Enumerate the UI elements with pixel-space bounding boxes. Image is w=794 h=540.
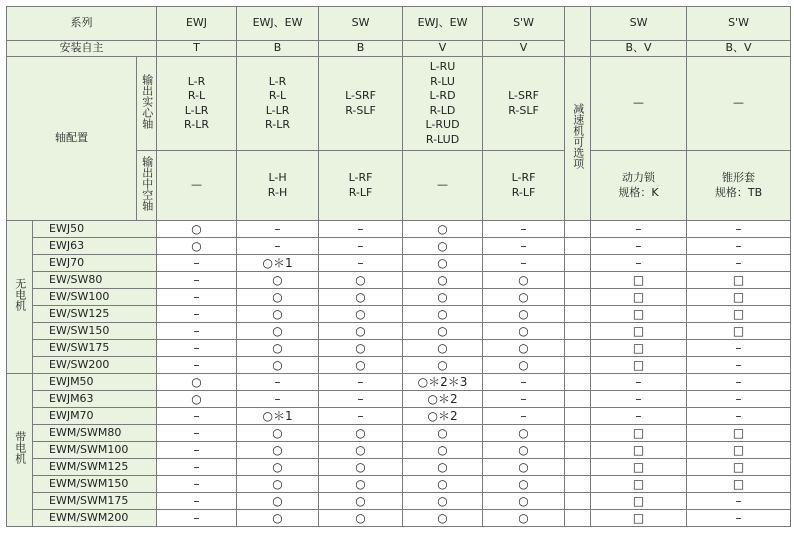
availability-cell: □ <box>591 493 687 510</box>
spacer-cell <box>565 306 591 323</box>
group-label-cell <box>7 221 33 374</box>
table-row <box>7 459 791 476</box>
hollow-shaft-col-2-line: L-RF <box>348 171 373 184</box>
hollow-shaft-col-3 <box>403 151 483 221</box>
install-col-3: V <box>403 41 483 57</box>
availability-cell: ○ <box>237 459 319 476</box>
availability-cell: – <box>483 408 565 425</box>
availability-cell: – <box>687 255 791 272</box>
model-name: EWJM50 <box>33 374 157 391</box>
model-name: EWJM63 <box>33 391 157 408</box>
availability-cell: – <box>591 408 687 425</box>
model-name: EW/SW100 <box>33 289 157 306</box>
model-name: EWJ50 <box>33 221 157 238</box>
availability-cell: – <box>319 408 403 425</box>
availability-cell: – <box>687 408 791 425</box>
reducer-option-cell <box>565 57 591 221</box>
availability-cell: □ <box>687 442 791 459</box>
solid-shaft-col-4-line: L-SRF <box>508 89 539 102</box>
group-label: 无电机 <box>13 278 27 312</box>
availability-cell: ○ <box>403 238 483 255</box>
hollow-shaft-col-5 <box>591 151 687 221</box>
availability-cell: – <box>483 391 565 408</box>
availability-cell: ○ <box>403 340 483 357</box>
availability-cell: ○ <box>319 340 403 357</box>
solid-shaft-col-3-line: L-RU <box>429 60 456 73</box>
spacer-cell <box>565 340 591 357</box>
availability-cell: – <box>157 459 237 476</box>
hollow-shaft-col-5-line: 动力锁 <box>622 171 656 184</box>
availability-cell: □ <box>591 442 687 459</box>
availability-cell: ○ <box>483 493 565 510</box>
table-row <box>7 340 791 357</box>
series-col-1: EWJ、EW <box>237 7 319 41</box>
install-col-4: V <box>483 41 565 57</box>
availability-cell: ○ <box>237 357 319 374</box>
solid-shaft-col-3-line: R-LD <box>429 103 456 117</box>
model-name: EWM/SWM200 <box>33 510 157 527</box>
availability-cell: ○ <box>157 391 237 408</box>
availability-cell: ○＊1 <box>237 255 319 272</box>
availability-cell: – <box>157 289 237 306</box>
availability-cell: □ <box>687 289 791 306</box>
install-col-5: B、V <box>591 41 687 57</box>
table-row <box>7 272 791 289</box>
solid-shaft-label: 输出实心轴 <box>140 73 154 129</box>
group-label: 带电机 <box>13 431 27 465</box>
model-name: EW/SW150 <box>33 323 157 340</box>
hollow-shaft-col-1 <box>237 151 319 221</box>
solid-shaft-col-0-line: L-R <box>187 74 206 88</box>
solid-shaft-col-5-line: — <box>633 96 645 110</box>
availability-cell: ○＊2 <box>403 408 483 425</box>
hollow-shaft-col-6 <box>687 151 791 221</box>
spacer-cell <box>565 272 591 289</box>
install-label: 安装自主 <box>7 41 157 57</box>
spec-table-container <box>6 6 790 536</box>
availability-cell: ○ <box>483 272 565 289</box>
availability-cell: – <box>591 374 687 391</box>
availability-cell: ○ <box>237 340 319 357</box>
availability-cell: – <box>319 238 403 255</box>
availability-cell: – <box>687 238 791 255</box>
solid-shaft-col-1-line: L-R <box>268 74 287 88</box>
availability-cell: – <box>591 391 687 408</box>
hollow-shaft-col-4-line: L-RF <box>511 171 536 184</box>
hollow-shaft-col-1-line: L-H <box>268 171 287 184</box>
availability-cell: □ <box>591 289 687 306</box>
availability-cell: – <box>157 323 237 340</box>
series-col-0: EWJ <box>157 7 237 41</box>
hollow-shaft-col-0 <box>157 151 237 221</box>
spacer-cell <box>565 323 591 340</box>
table-row <box>7 374 791 391</box>
hollow-shaft-col-3-line: — <box>437 178 449 192</box>
availability-cell: ○ <box>483 459 565 476</box>
table-row <box>7 476 791 493</box>
model-name: EWM/SWM150 <box>33 476 157 493</box>
availability-cell: ○ <box>237 442 319 459</box>
table-row <box>7 425 791 442</box>
model-name: EW/SW80 <box>33 272 157 289</box>
model-name: EW/SW175 <box>33 340 157 357</box>
availability-cell: □ <box>591 272 687 289</box>
availability-cell: – <box>687 374 791 391</box>
table-row <box>7 306 791 323</box>
reducer-spec-table <box>6 6 791 527</box>
availability-cell: ○ <box>319 510 403 527</box>
series-col-3: EWJ、EW <box>403 7 483 41</box>
series-label: 系列 <box>7 7 157 41</box>
install-col-1: B <box>237 41 319 57</box>
availability-cell: ○ <box>483 306 565 323</box>
hollow-shaft-col-6-line: 锥形套 <box>722 171 756 184</box>
model-name: EW/SW125 <box>33 306 157 323</box>
availability-cell: – <box>319 255 403 272</box>
table-row <box>7 221 791 238</box>
solid-shaft-col-2-line: L-SRF <box>345 89 376 102</box>
availability-cell: ○ <box>237 289 319 306</box>
availability-cell: ○ <box>403 255 483 272</box>
table-row <box>7 238 791 255</box>
table-row <box>7 510 791 527</box>
spacer-cell <box>565 493 591 510</box>
solid-shaft-col-1-line: L-LR <box>265 103 290 117</box>
hollow-shaft-col-2-line: R-LF <box>348 185 373 199</box>
table-row <box>7 357 791 374</box>
availability-cell: – <box>483 374 565 391</box>
availability-cell: ○ <box>157 374 237 391</box>
availability-cell: – <box>687 221 791 238</box>
availability-cell: ○ <box>403 442 483 459</box>
availability-cell: ○ <box>403 459 483 476</box>
availability-cell: ○ <box>403 289 483 306</box>
availability-cell: ○ <box>403 476 483 493</box>
availability-cell: □ <box>687 459 791 476</box>
availability-cell: – <box>687 391 791 408</box>
availability-cell: □ <box>687 272 791 289</box>
model-name: EWJM70 <box>33 408 157 425</box>
availability-cell: ○ <box>483 510 565 527</box>
hollow-shaft-col-0-line: — <box>191 178 203 192</box>
availability-cell: – <box>157 357 237 374</box>
availability-cell: – <box>237 221 319 238</box>
availability-cell: – <box>157 255 237 272</box>
model-name: EWM/SWM175 <box>33 493 157 510</box>
availability-cell: – <box>591 221 687 238</box>
spacer-cell <box>565 238 591 255</box>
availability-cell: – <box>157 442 237 459</box>
availability-cell: ○ <box>319 425 403 442</box>
table-row <box>7 323 791 340</box>
availability-cell: ○ <box>403 221 483 238</box>
install-col-2: B <box>319 41 403 57</box>
axis-config-label: 轴配置 <box>7 57 137 221</box>
table-row <box>7 442 791 459</box>
availability-cell: ○ <box>483 289 565 306</box>
availability-cell: ○ <box>319 493 403 510</box>
availability-cell: – <box>687 493 791 510</box>
availability-cell: ○ <box>319 357 403 374</box>
availability-cell: ○ <box>319 459 403 476</box>
availability-cell: ○ <box>237 323 319 340</box>
solid-shaft-col-5 <box>591 57 687 151</box>
spacer-cell <box>565 221 591 238</box>
spacer-cell <box>565 459 591 476</box>
hollow-shaft-col-6-line: 规格：TB <box>714 185 763 199</box>
hollow-shaft-col-4-line: R-LF <box>511 185 536 199</box>
availability-cell: □ <box>591 459 687 476</box>
spacer-cell <box>565 391 591 408</box>
availability-cell: ○ <box>483 425 565 442</box>
hollow-shaft-col-5-line: 规格：K <box>618 185 659 199</box>
availability-cell: ○ <box>403 493 483 510</box>
availability-cell: ○ <box>157 238 237 255</box>
availability-cell: ○ <box>403 357 483 374</box>
spacer-cell <box>565 357 591 374</box>
availability-cell: – <box>157 408 237 425</box>
availability-cell: □ <box>687 425 791 442</box>
spacer-cell <box>565 289 591 306</box>
solid-shaft-col-0-line: L-LR <box>184 103 209 117</box>
model-name: EWJ70 <box>33 255 157 272</box>
availability-cell: – <box>157 510 237 527</box>
spacer-cell <box>565 476 591 493</box>
availability-cell: ○ <box>403 510 483 527</box>
solid-shaft-col-1 <box>237 57 319 151</box>
spacer-cell <box>565 442 591 459</box>
availability-cell: – <box>237 238 319 255</box>
solid-shaft-col-3-line: R-LUD <box>425 132 460 146</box>
model-name: EW/SW200 <box>33 357 157 374</box>
availability-cell: – <box>483 255 565 272</box>
install-col-6: B、V <box>687 41 791 57</box>
model-name: EWM/SWM100 <box>33 442 157 459</box>
availability-cell: – <box>319 391 403 408</box>
availability-cell: ○ <box>319 289 403 306</box>
solid-shaft-col-2-line: R-SLF <box>345 103 376 117</box>
solid-shaft-col-3-line: R-LU <box>430 74 455 88</box>
solid-shaft-col-1-line: R-LR <box>265 118 290 131</box>
availability-cell: ○ <box>403 306 483 323</box>
solid-shaft-col-3-line: L-RD <box>429 89 456 102</box>
availability-cell: – <box>687 340 791 357</box>
availability-cell: ○ <box>483 323 565 340</box>
availability-cell: ○ <box>483 340 565 357</box>
spacer-cell <box>565 425 591 442</box>
spacer-cell <box>565 255 591 272</box>
availability-cell: ○ <box>237 425 319 442</box>
availability-cell: □ <box>591 357 687 374</box>
table-row <box>7 289 791 306</box>
solid-shaft-col-6 <box>687 57 791 151</box>
availability-cell: ○ <box>237 476 319 493</box>
availability-cell: – <box>687 510 791 527</box>
availability-cell: ○ <box>319 323 403 340</box>
install-col-0: T <box>157 41 237 57</box>
availability-cell: – <box>157 340 237 357</box>
availability-cell: □ <box>687 476 791 493</box>
availability-cell: □ <box>591 323 687 340</box>
availability-cell: – <box>157 306 237 323</box>
solid-shaft-col-0-line: R-LR <box>184 118 209 131</box>
spacer-cell <box>565 510 591 527</box>
spacer-series <box>565 7 591 57</box>
availability-cell: ○ <box>403 425 483 442</box>
availability-cell: □ <box>687 306 791 323</box>
availability-cell: ○ <box>319 306 403 323</box>
series-col-2: SW <box>319 7 403 41</box>
hollow-shaft-col-2 <box>319 151 403 221</box>
availability-cell: – <box>157 272 237 289</box>
availability-cell: ○ <box>483 357 565 374</box>
availability-cell: – <box>157 425 237 442</box>
table-row <box>7 255 791 272</box>
availability-cell: ○ <box>237 510 319 527</box>
availability-cell: – <box>319 374 403 391</box>
availability-cell: – <box>591 238 687 255</box>
solid-shaft-col-0-line: R-L <box>187 89 206 102</box>
model-name: EWJ63 <box>33 238 157 255</box>
solid-shaft-col-4-line: R-SLF <box>508 103 539 117</box>
availability-cell: – <box>483 238 565 255</box>
availability-cell: □ <box>591 340 687 357</box>
availability-cell: – <box>237 374 319 391</box>
availability-cell: □ <box>591 425 687 442</box>
hollow-shaft-cell <box>137 151 157 221</box>
availability-cell: □ <box>591 476 687 493</box>
series-col-5: SW <box>591 7 687 41</box>
solid-shaft-col-3 <box>403 57 483 151</box>
availability-cell: – <box>483 221 565 238</box>
hollow-shaft-label: 输出中空轴 <box>140 155 154 211</box>
availability-cell: □ <box>687 323 791 340</box>
availability-cell: – <box>157 493 237 510</box>
availability-cell: ○ <box>237 272 319 289</box>
solid-shaft-col-2 <box>319 57 403 151</box>
availability-cell: ○ <box>237 306 319 323</box>
hollow-shaft-col-4 <box>483 151 565 221</box>
table-row <box>7 408 791 425</box>
solid-shaft-cell <box>137 57 157 151</box>
hollow-shaft-col-1-line: R-H <box>267 185 288 199</box>
availability-cell: ○＊2 <box>403 391 483 408</box>
solid-shaft-col-0 <box>157 57 237 151</box>
availability-cell: ○＊1 <box>237 408 319 425</box>
solid-shaft-col-6-line: — <box>733 96 745 110</box>
series-col-6: S'W <box>687 7 791 41</box>
availability-cell: ○ <box>403 272 483 289</box>
availability-cell: – <box>157 476 237 493</box>
availability-cell: ○ <box>319 442 403 459</box>
series-col-4: S'W <box>483 7 565 41</box>
availability-cell: ○ <box>237 493 319 510</box>
spacer-cell <box>565 374 591 391</box>
availability-cell: – <box>237 391 319 408</box>
solid-shaft-col-4 <box>483 57 565 151</box>
reducer-option-label: 减速机可选项 <box>571 103 585 170</box>
table-row <box>7 391 791 408</box>
group-label-cell <box>7 374 33 527</box>
availability-cell: ○＊2＊3 <box>403 374 483 391</box>
availability-cell: □ <box>591 510 687 527</box>
solid-shaft-col-3-line: L-RUD <box>425 118 460 131</box>
availability-cell: □ <box>591 306 687 323</box>
availability-cell: ○ <box>403 323 483 340</box>
availability-cell: ○ <box>483 476 565 493</box>
solid-shaft-col-1-line: R-L <box>268 89 287 102</box>
spacer-cell <box>565 408 591 425</box>
availability-cell: ○ <box>157 221 237 238</box>
table-row <box>7 493 791 510</box>
model-name: EWM/SWM80 <box>33 425 157 442</box>
availability-cell: – <box>687 357 791 374</box>
availability-cell: ○ <box>483 442 565 459</box>
availability-cell: – <box>591 255 687 272</box>
model-name: EWM/SWM125 <box>33 459 157 476</box>
availability-cell: ○ <box>319 476 403 493</box>
availability-cell: – <box>319 221 403 238</box>
availability-cell: ○ <box>319 272 403 289</box>
